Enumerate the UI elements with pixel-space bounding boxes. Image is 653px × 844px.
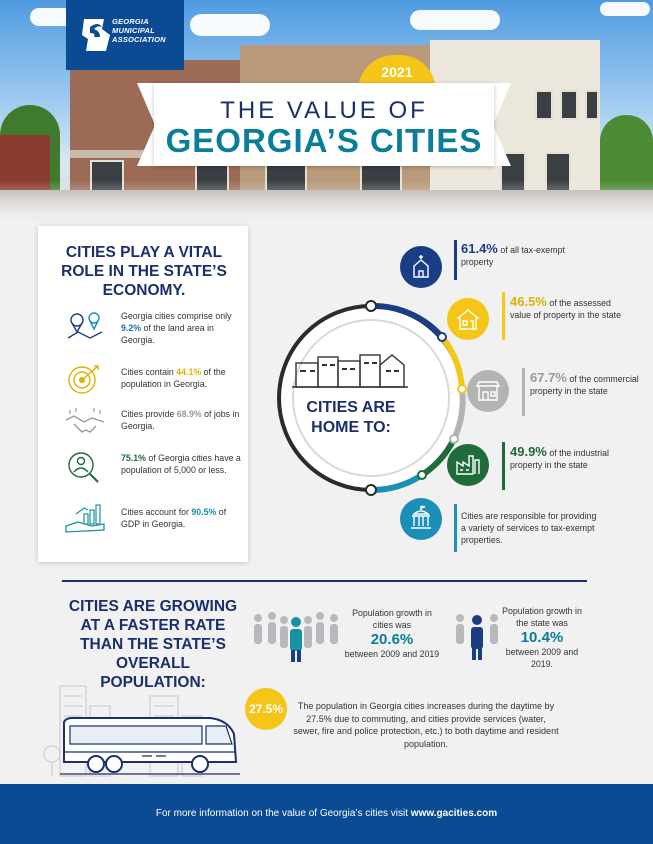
fact-small-cities: 75.1% of Georgia cities have a population of 5,000 or less. xyxy=(121,453,241,475)
growth-hand-icon xyxy=(64,500,106,534)
storefront-icon xyxy=(467,370,509,412)
footer-label: For more information on the value of Georgia’s cities visit xyxy=(155,808,411,819)
house-icon xyxy=(447,298,489,340)
logo-line-2: MUNICIPAL xyxy=(112,26,155,35)
people-group-state-icon xyxy=(452,606,502,662)
map-pin-icon xyxy=(64,308,106,342)
daytime-text: The population in Georgia cities increases during the daytime by 27.5% due to commuting, and cities provide services (water, sewer, fire and police protection, etc.) to both daytime and resident population. xyxy=(293,701,559,749)
banner-right-tail xyxy=(493,83,511,166)
fact-jobs: Cities provide 68.9% of jobs in Georgia. xyxy=(121,409,240,431)
handshake-icon xyxy=(64,406,106,440)
item-tax-exempt: 61.4% of all tax-exempt property xyxy=(461,241,565,267)
title-line-2: GEORGIA’S CITIES xyxy=(165,122,483,159)
fact-land-area: Georgia cities comprise only 9.2% of the land area in Georgia. xyxy=(121,311,232,345)
people-group-cities-icon xyxy=(248,608,343,664)
logo-line-1: GEORGIA xyxy=(112,17,149,26)
daytime-badge: 27.5% xyxy=(245,688,287,730)
georgia-state-logo-icon xyxy=(78,15,114,55)
townhouses-icon xyxy=(290,349,410,389)
footer-link[interactable]: www.gacities.com xyxy=(410,808,498,819)
title-line-1: THE VALUE OF xyxy=(220,97,428,124)
fact-gdp: Cities account for 90.5% of GDP in Georgia. xyxy=(121,507,227,529)
item-services: Cities are responsible for providing a variety of services to tax-exempt properties. xyxy=(461,511,597,545)
government-building-icon xyxy=(400,498,442,540)
factory-icon xyxy=(447,444,489,486)
economy-heading: CITIES PLAY A VITAL ROLE IN THE STATE’S ECONOMY. xyxy=(61,244,227,299)
item-assessed-value: 46.5% of the assessed value of property in the state xyxy=(510,294,622,320)
footer-text xyxy=(0,808,653,819)
logo-text xyxy=(112,17,184,44)
growth-cities-text: Population growth in cities was 20.6% between 2009 and 2019 xyxy=(344,608,440,659)
growth-heading: CITIES ARE GROWING AT A FASTER RATE THAN THE STATE’S OVERALL POPULATION: xyxy=(68,598,238,691)
item-industrial: 49.9% of the industrial property in the state xyxy=(510,444,609,470)
logo-line-3: ASSOCIATION xyxy=(112,35,166,44)
year-badge: 2021 xyxy=(358,55,436,91)
item-commercial: 67.7% of the commercial property in the state xyxy=(530,370,639,396)
fact-population: Cities contain 44.1% of the population in Georgia. xyxy=(121,367,226,389)
banner-left-tail xyxy=(137,83,155,166)
target-icon xyxy=(64,362,106,396)
section-divider xyxy=(62,580,587,582)
home-center-label: CITIES ARE HOME TO: xyxy=(306,399,396,436)
church-icon xyxy=(400,246,442,288)
bus-illustration xyxy=(60,716,240,778)
growth-state-text: Population growth in the state was 10.4% between 2009 and 2019. xyxy=(502,606,582,669)
magnifier-person-icon xyxy=(64,450,106,484)
